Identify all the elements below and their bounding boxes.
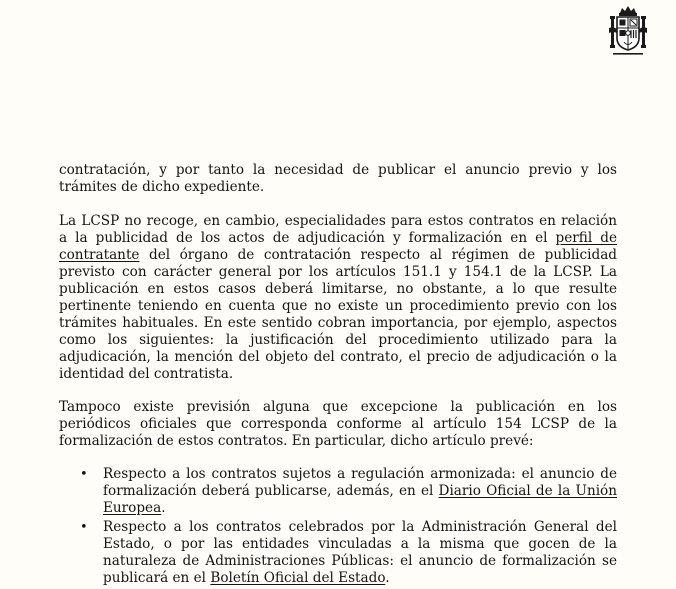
diario-oficial-ue-link[interactable]: Diario Oficial de la Unión Europea	[103, 483, 617, 516]
perfil-de-contratante-link[interactable]: perfil de contratante	[59, 230, 617, 263]
paragraph-formalization	[59, 399, 617, 450]
bullet-marker: •	[80, 467, 88, 482]
paragraph-publicity-text-before: La LCSP no recoge, en cambio, especialidades para estos contratos en relación a la publicidad de los actos de adjudicación y formalización en el	[59, 213, 617, 246]
list-item-text-after: .	[161, 500, 166, 516]
list-item-text-before: Respecto a los contratos celebrados por la Administración General del Estado, o por las entidades vinculadas a la misma que gocen de la naturaleza de Administraciones Públicas: el anuncio de formalización se publicará en el	[103, 519, 617, 586]
paragraph-publicity-text-after: del órgano de contratación respecto al régimen de publicidad previsto con carácter general por los artículos 151.1 y 154.1 de la LCSP. La publicación en estos casos deberá limitarse, no obstante, a lo que resulte pertinente teniendo en cuenta que no existe un procedimiento previo con los trámites habituales. En este sentido cobran importancia, por ejemplo, aspectos como los siguientes: la justificación del procedimiento utilizado para la adjudicación, la mención del objeto del contrato, el precio de adjudicación o la identidad del contratista.	[59, 247, 617, 382]
boletin-oficial-estado-link[interactable]: Boletín Oficial del Estado	[210, 570, 386, 586]
paragraph-formalization-text: Tampoco existe previsión alguna que excepcione la publicación en los periódicos oficiales que corresponda conforme al artículo 154 LCSP de la formalización de estos contratos. En particular, dicho artículo prevé:	[59, 399, 617, 449]
list-item-text-after: .	[385, 570, 390, 586]
list-item-text-before: Respecto a los contratos sujetos a regulación armonizada: el anuncio de formalización deberá publicarse, además, en el	[103, 466, 617, 499]
spanish-coat-of-arms-icon	[607, 4, 649, 56]
list-item	[59, 466, 617, 517]
paragraph-publicity	[59, 213, 617, 383]
paragraph-intro-text: contratación, y por tanto la necesidad de publicar el anuncio previo y los trámites de dicho expediente.	[59, 162, 617, 195]
document-body	[59, 162, 617, 589]
bullet-list	[59, 466, 617, 587]
list-item	[59, 519, 617, 587]
bullet-marker: •	[80, 520, 88, 535]
paragraph-intro	[59, 162, 617, 196]
